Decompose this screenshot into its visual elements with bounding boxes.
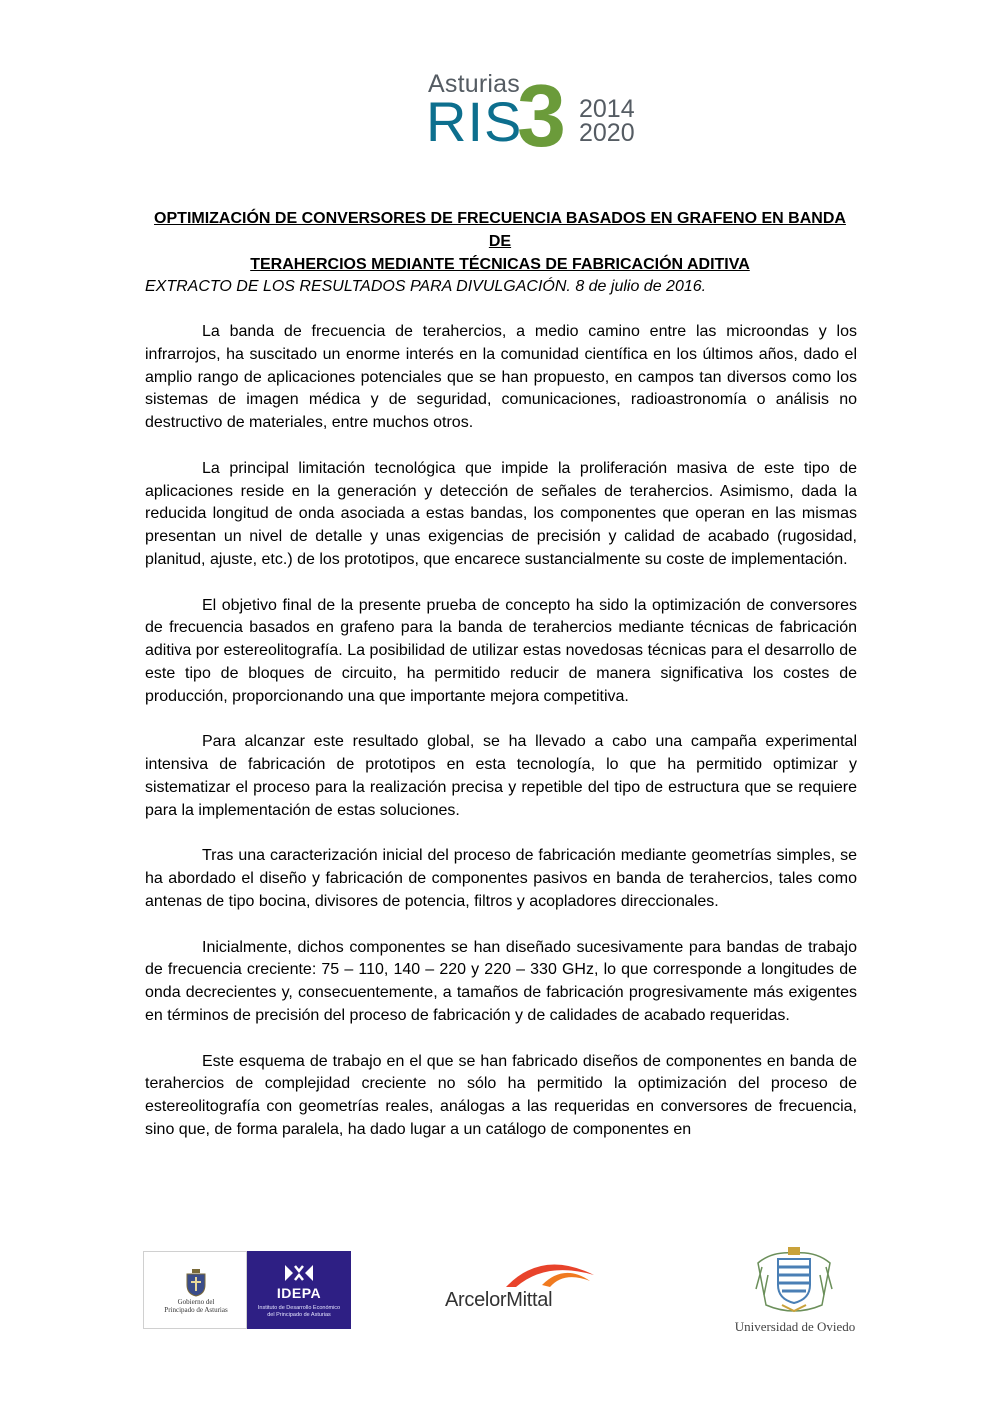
crest-icon bbox=[184, 1269, 208, 1297]
gov-line-1: Gobierno del bbox=[177, 1298, 215, 1306]
paragraph: Tras una caracterización inicial del proceso de fabricación mediante geometrías simples, se ha abordado el diseño y fabricación de componentes pasivos en banda de terahercios, tales como antenas de tipo bocina, divisores de potencia, filtros y acopladores direccionales. bbox=[145, 847, 857, 910]
paragraph: La banda de frecuencia de terahercios, a medio camino entre las microondas y los infrarrojos, ha suscitado un enorme interés en la comunidad científica en los últimos años, dado el amplio rango de aplicaciones potenciales que se han propuesto, en campos tan diversos como los sistemas de imagen médica y de seguridad, comunicaciones, radioastronomía o análisis no destructivo de materiales, entre muchos otros. bbox=[145, 323, 857, 431]
paragraph: Inicialmente, dichos componentes se han diseñado sucesivamente para bandas de trabajo de frecuencia creciente: 75 – 110, 140 – 220 y 220 – 330 GHz, lo que corresponde a longitudes de onda decrecientes y, consecuentemente, a tamaños de fabricación progresivamente más exigentes en términos de precisión del proceso de fabricación y de calidades de acabado requeridas. bbox=[145, 938, 857, 1024]
idepa-sub-2: del Principado de Asturias bbox=[267, 1312, 331, 1318]
logo-ris-text: RIS bbox=[426, 90, 523, 153]
title-line-1: OPTIMIZACIÓN DE CONVERSORES DE FRECUENCIA BASADOS EN GRAFENO EN BANDA DE bbox=[154, 210, 846, 250]
paragraph: Para alcanzar este resultado global, se ha llevado a cabo una campaña experimental intensiva de fabricación de prototipos en esta tecnología, lo que ha permitido optimizar y sistematizar el proceso para la realización precisa y repetible del tipo de estructura que se requiere para la implementación de estas soluciones. bbox=[145, 733, 857, 819]
arcelor-swoosh-icon bbox=[502, 1255, 598, 1289]
idepa-subtitle bbox=[255, 1305, 343, 1319]
paragraph: Este esquema de trabajo en el que se han fabricado diseños de componentes en banda de terahercios de complejidad creciente no sólo ha permitido la optimización del proceso de estereolitografía con geometrías reales, análogas a las requeridas en conversores de frecuencia, sino que, de forma paralela, ha dado lugar a un catálogo de componentes en bbox=[145, 1052, 857, 1138]
universidad-oviedo-logo bbox=[730, 1245, 860, 1337]
paragraph: La principal limitación tecnológica que impide la proliferación masiva de este tipo de aplicaciones reside en la generación y detección de señales de terahercios. Asimismo, dada la reducida longitud de onda asociada a estas bandas, los componentes que operan en las mismas presentan un nivel de detalle y unas exigencias de precisión y calidad de acabado (rugosidad, planitud, ajuste, etc.) de los prototipos, que encarece sustancialmente su coste de implementación. bbox=[145, 459, 857, 568]
arcelormittal-logo bbox=[440, 1255, 600, 1315]
idepa-logo bbox=[247, 1251, 351, 1329]
idepa-emblem-icon bbox=[283, 1263, 315, 1283]
logo-region-text: Asturias bbox=[428, 70, 520, 98]
gobierno-principado-logo bbox=[143, 1251, 247, 1329]
title-line-2: TERAHERCIOS MEDIANTE TÉCNICAS DE FABRICACIÓN ADITIVA bbox=[250, 256, 750, 273]
gov-text bbox=[148, 1298, 244, 1314]
university-name: Universidad de Oviedo bbox=[734, 1319, 856, 1334]
logo-years bbox=[579, 97, 635, 145]
paragraph: El objetivo final de la presente prueba de concepto ha sido la optimización de conversores de frecuencia basados en grafeno para la banda de terahercios mediante técnicas de fabricación aditiva por estereolitografía. La posibilidad de utilizar estas novedosas técnicas para el desarrollo de este tipo de bloques de circuito, ha permitido reducir de manera significativa los costes de producción, proporcionando una que importante mejora competitiva. bbox=[145, 596, 857, 705]
document-title bbox=[145, 207, 855, 276]
asturias-ris3-logo bbox=[426, 66, 648, 165]
arcelor-name: ArcelorMittal bbox=[445, 1289, 553, 1311]
idepa-name: IDEPA bbox=[276, 1285, 322, 1301]
logo-year-start: 2014 bbox=[579, 95, 635, 123]
body-text bbox=[145, 321, 857, 1165]
logo-number-text: 3 bbox=[517, 66, 566, 165]
university-crest-icon bbox=[752, 1245, 836, 1315]
gov-line-2: Principado de Asturias bbox=[164, 1306, 228, 1314]
extract-line: EXTRACTO DE LOS RESULTADOS PARA DIVULGACIÓN. 8 de julio de 2016. bbox=[145, 278, 707, 295]
idepa-sub-1: Instituto de Desarrollo Económico bbox=[257, 1305, 341, 1311]
logo-year-end: 2020 bbox=[579, 119, 635, 147]
